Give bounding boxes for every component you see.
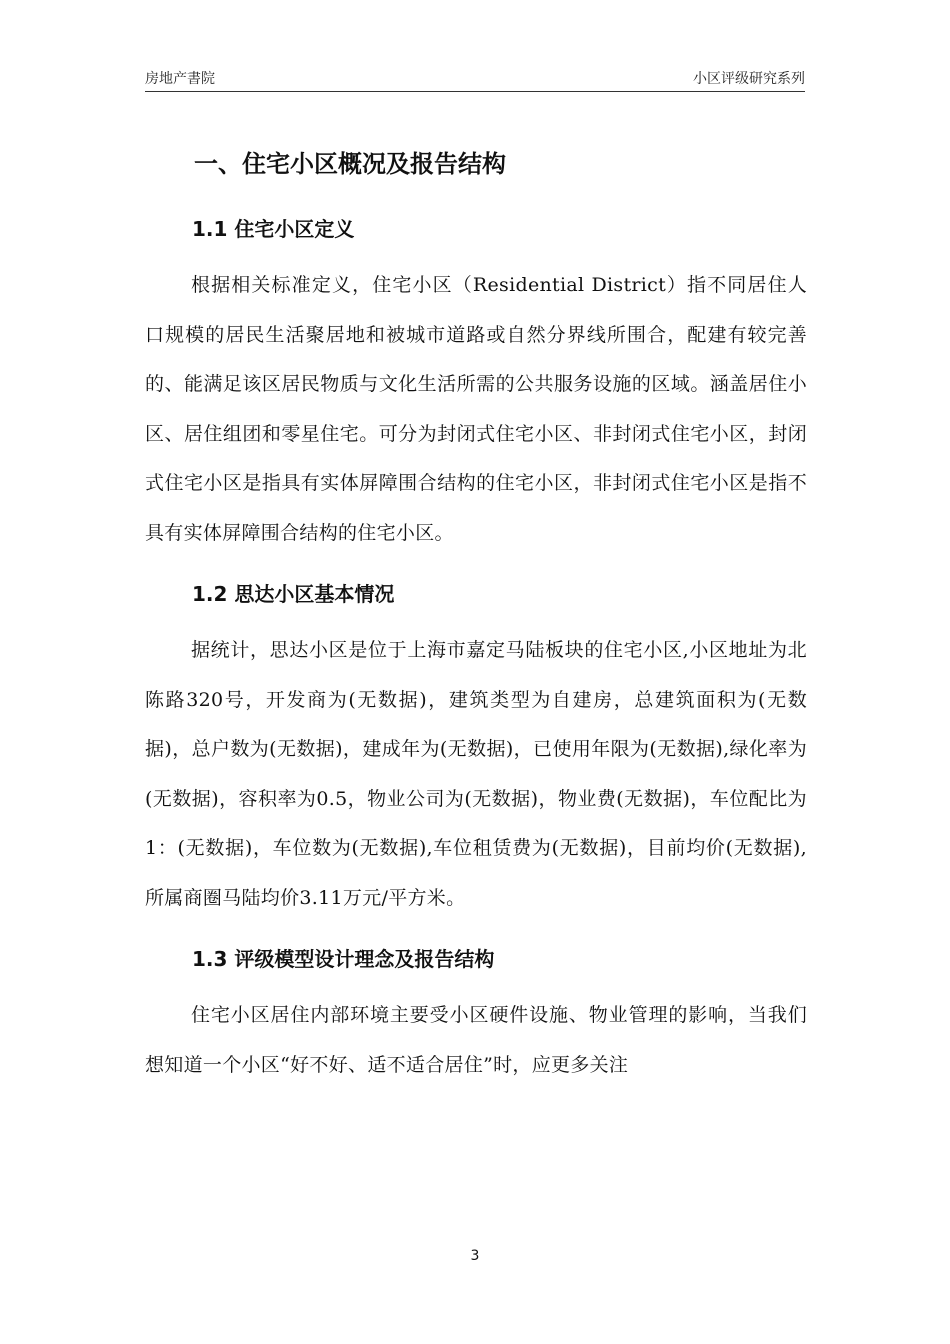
chapter-title: 一、住宅小区概况及报告结构 [194, 150, 506, 178]
page-header [145, 66, 805, 88]
section-heading-1-1: 1.1 住宅小区定义 [192, 217, 355, 241]
section-paragraph-1-3: 住宅小区居住内部环境主要受小区硬件设施、物业管理的影响，当我们想知道一个小区“好不好、适不适合居住”时，应更多关注 [145, 1004, 807, 1076]
section-paragraph-1-2: 据统计，思达小区是位于上海市嘉定马陆板块的住宅小区,小区地址为北陈路320号，开发商为(无数据)，建筑类型为自建房，总建筑面积为(无数据)，总户数为(无数据)，建成年为(无数据)，已使用年限为(无数据),绿化率为(无数据)，容积率为0.5，物业公司为(无数据)，物业费(无数据)，车位配比为1：(无数据)，车位数为(无数据),车位租赁费为(无数据)，目前均价(无数据),所属商圈马陆均价3.11万元/平方米。 [145, 639, 807, 909]
header-left-title: 房地产書院 [145, 71, 215, 87]
page-number: 3 [470, 1248, 480, 1264]
section-heading-1-3: 1.3 评级模型设计理念及报告结构 [192, 947, 495, 971]
section-paragraph-1-1: 根据相关标准定义，住宅小区（Residential District）指不同居住人口规模的居民生活聚居地和被城市道路或自然分界线所围合，配建有较完善的、能满足该区居民物质与文化生活所需的公共服务设施的区域。涵盖居住小区、居住组团和零星住宅。可分为封闭式住宅小区、非封闭式住宅小区，封闭式住宅小区是指具有实体屏障围合结构的住宅小区，非封闭式住宅小区是指不具有实体屏障围合结构的住宅小区。 [145, 274, 807, 544]
document-body [145, 140, 807, 1094]
header-divider [145, 91, 805, 92]
section-heading-1-2: 1.2 思达小区基本情况 [192, 582, 395, 606]
header-right-title: 小区评级研究系列 [693, 71, 805, 87]
